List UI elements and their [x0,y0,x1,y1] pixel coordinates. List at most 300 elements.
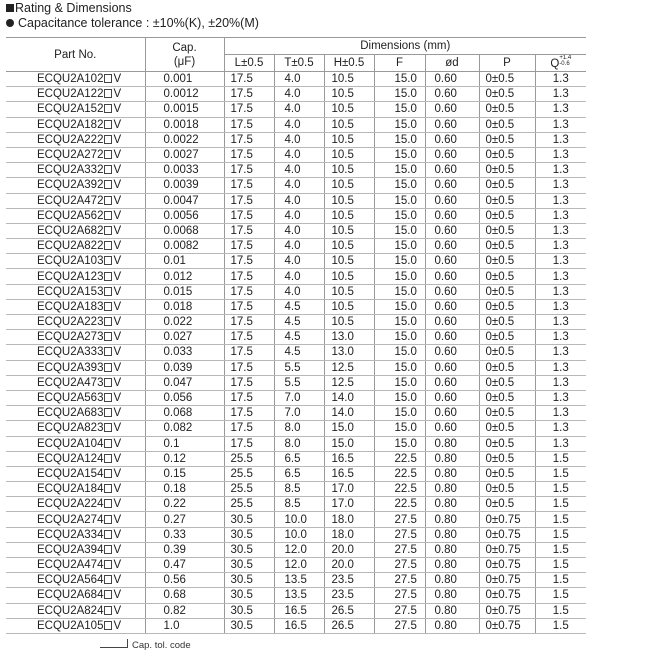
cell-H: 13.0 [324,345,374,360]
cell-P: 0±0.5 [479,284,535,299]
cell-H: 15.0 [324,436,374,451]
tolerance-code-box-icon [104,439,112,448]
cell-F: 15.0 [374,284,425,299]
cell-T: 8.5 [274,497,324,512]
cell-Q: 1.3 [535,178,586,193]
cell-H: 10.5 [324,117,374,132]
cell-T: 4.0 [274,193,324,208]
cell-d: 0.60 [425,208,479,223]
cell-L: 17.5 [224,315,274,330]
cell-H: 10.5 [324,239,374,254]
part-number: ECQU2A102 [37,73,104,86]
cell-P: 0±0.5 [479,451,535,466]
cell-cap: 0.0022 [145,132,224,147]
cell-cap: 1.0 [145,618,224,633]
cell-F: 15.0 [374,360,425,375]
header-L: L±0.5 [224,55,274,72]
cell-part-no [6,421,145,436]
cell-P: 0±0.5 [479,223,535,238]
cell-part-no [6,390,145,405]
cell-T: 13.5 [274,573,324,588]
part-number: ECQU2A824 [37,604,104,617]
cell-L: 17.5 [224,163,274,178]
cell-d: 0.80 [425,527,479,542]
part-number: ECQU2A222 [37,133,104,146]
cell-cap: 0.56 [145,573,224,588]
part-number: ECQU2A103 [37,255,104,268]
tolerance-code-box-icon [104,378,112,387]
cell-L: 30.5 [224,588,274,603]
part-suffix: V [113,209,122,222]
cell-P: 0±0.5 [479,254,535,269]
cell-F: 15.0 [374,299,425,314]
cell-d: 0.60 [425,375,479,390]
part-number: ECQU2A182 [37,118,104,131]
part-suffix: V [113,467,122,480]
cell-Q: 1.3 [535,284,586,299]
cell-T: 4.5 [274,299,324,314]
cell-part-no [6,436,145,451]
table-row [6,603,586,618]
part-number: ECQU2A274 [37,513,104,526]
table-row [6,406,586,421]
cell-L: 30.5 [224,542,274,557]
cell-Q: 1.3 [535,102,586,117]
cell-P: 0±0.5 [479,178,535,193]
part-suffix: V [113,619,122,632]
cell-P: 0±0.5 [479,102,535,117]
cell-Q: 1.5 [535,497,586,512]
part-suffix: V [113,589,122,602]
cell-T: 4.0 [274,208,324,223]
cell-cap: 0.047 [145,375,224,390]
tolerance-code-box-icon [104,180,112,189]
table-row [6,87,586,102]
cell-L: 17.5 [224,87,274,102]
cell-cap: 0.022 [145,315,224,330]
cell-F: 15.0 [374,163,425,178]
cell-P: 0±0.5 [479,345,535,360]
cell-F: 15.0 [374,390,425,405]
table-row [6,588,586,603]
part-number: ECQU2A104 [37,437,104,450]
cell-d: 0.80 [425,512,479,527]
part-number: ECQU2A473 [37,376,104,389]
cell-T: 8.5 [274,482,324,497]
part-number: ECQU2A393 [37,361,104,374]
part-number: ECQU2A563 [37,392,104,405]
cell-T: 6.5 [274,466,324,481]
part-number: ECQU2A153 [37,285,104,298]
cell-part-no [6,466,145,481]
cell-P: 0±0.75 [479,618,535,633]
cell-d: 0.60 [425,178,479,193]
cell-F: 15.0 [374,421,425,436]
cell-cap: 0.68 [145,588,224,603]
tolerance-code-box-icon [104,317,112,326]
header-dimensions: Dimensions (mm) [224,38,586,55]
cell-Q: 1.5 [535,573,586,588]
table-row [6,330,586,345]
cell-H: 20.0 [324,542,374,557]
table-row [6,72,586,87]
header-part-no: Part No. [6,38,145,72]
tolerance-code-box-icon [104,393,112,402]
cell-F: 15.0 [374,132,425,147]
cell-cap: 0.018 [145,299,224,314]
tolerance-code-box-icon [104,287,112,296]
cell-T: 16.5 [274,618,324,633]
cell-P: 0±0.5 [479,421,535,436]
cell-part-no [6,72,145,87]
table-body [6,72,586,634]
cell-H: 12.5 [324,360,374,375]
cell-part-no [6,360,145,375]
table-row [6,239,586,254]
cell-d: 0.60 [425,239,479,254]
cell-part-no [6,284,145,299]
tolerance-code-box-icon [104,408,112,417]
cell-Q: 1.3 [535,132,586,147]
cell-F: 15.0 [374,102,425,117]
cell-F: 15.0 [374,375,425,390]
part-suffix: V [113,88,122,101]
cell-part-no [6,223,145,238]
cell-Q: 1.3 [535,239,586,254]
cell-cap: 0.0068 [145,223,224,238]
cell-H: 10.5 [324,178,374,193]
cell-T: 12.0 [274,542,324,557]
part-suffix: V [113,149,122,162]
part-suffix: V [113,528,122,541]
table-row [6,223,586,238]
cell-part-no [6,482,145,497]
cell-H: 18.0 [324,527,374,542]
cell-F: 15.0 [374,208,425,223]
cell-Q: 1.5 [535,588,586,603]
cell-d: 0.60 [425,132,479,147]
cell-part-no [6,542,145,557]
part-suffix: V [113,316,122,329]
cell-Q: 1.5 [535,618,586,633]
table-row [6,102,586,117]
cell-cap: 0.0015 [145,102,224,117]
cell-P: 0±0.5 [479,239,535,254]
cell-L: 25.5 [224,466,274,481]
part-number: ECQU2A683 [37,407,104,420]
part-suffix: V [113,133,122,146]
cell-H: 10.5 [324,147,374,162]
cell-P: 0±0.5 [479,147,535,162]
cell-F: 27.5 [374,512,425,527]
cell-T: 4.0 [274,178,324,193]
cell-F: 15.0 [374,223,425,238]
cell-P: 0±0.5 [479,466,535,481]
cell-P: 0±0.5 [479,208,535,223]
header-F: F [374,55,425,72]
cell-L: 30.5 [224,527,274,542]
cell-Q: 1.3 [535,299,586,314]
tolerance-code-box-icon [104,165,112,174]
cell-part-no [6,345,145,360]
cell-H: 10.5 [324,223,374,238]
cell-L: 17.5 [224,147,274,162]
cell-P: 0±0.5 [479,360,535,375]
cell-d: 0.80 [425,618,479,633]
cap-tol-code-label: Cap. tol. code [132,640,191,651]
cell-H: 14.0 [324,406,374,421]
cell-L: 17.5 [224,102,274,117]
tolerance-code-box-icon [104,469,112,478]
cell-L: 17.5 [224,254,274,269]
cell-H: 10.5 [324,193,374,208]
table-row [6,512,586,527]
cell-H: 13.0 [324,330,374,345]
cell-d: 0.80 [425,573,479,588]
header-P: P [479,55,535,72]
cell-H: 14.0 [324,390,374,405]
cell-F: 15.0 [374,436,425,451]
cell-part-no [6,239,145,254]
cell-P: 0±0.5 [479,193,535,208]
cell-d: 0.80 [425,542,479,557]
part-number: ECQU2A123 [37,270,104,283]
table-row [6,375,586,390]
cell-F: 15.0 [374,345,425,360]
part-number: ECQU2A224 [37,498,104,511]
cell-part-no [6,163,145,178]
part-number: ECQU2A184 [37,483,104,496]
cell-F: 15.0 [374,239,425,254]
cell-F: 27.5 [374,603,425,618]
cell-T: 4.0 [274,284,324,299]
cell-d: 0.60 [425,269,479,284]
tolerance-code-box-icon [104,74,112,83]
part-number: ECQU2A822 [37,240,104,253]
part-number: ECQU2A334 [37,528,104,541]
cell-P: 0±0.5 [479,299,535,314]
part-number: ECQU2A272 [37,149,104,162]
cell-P: 0±0.5 [479,406,535,421]
cell-part-no [6,558,145,573]
tolerance-code-box-icon [104,241,112,250]
cell-part-no [6,269,145,284]
cell-L: 17.5 [224,360,274,375]
table-row [6,360,586,375]
cell-P: 0±0.75 [479,558,535,573]
cell-d: 0.60 [425,315,479,330]
table-row [6,178,586,193]
part-number: ECQU2A684 [37,589,104,602]
cell-Q: 1.5 [535,542,586,557]
cell-Q: 1.3 [535,223,586,238]
table-row [6,466,586,481]
cell-d: 0.60 [425,390,479,405]
cell-L: 17.5 [224,223,274,238]
tolerance-code-box-icon [104,363,112,372]
header-Q-tolerance [559,55,571,67]
cell-T: 4.5 [274,330,324,345]
cell-cap: 0.056 [145,390,224,405]
cell-part-no [6,315,145,330]
cell-T: 5.5 [274,375,324,390]
cell-T: 10.0 [274,527,324,542]
table-row [6,482,586,497]
cell-d: 0.80 [425,436,479,451]
cell-Q: 1.3 [535,345,586,360]
cell-T: 4.0 [274,163,324,178]
cell-d: 0.60 [425,421,479,436]
cell-H: 26.5 [324,603,374,618]
cell-d: 0.60 [425,87,479,102]
cell-T: 7.0 [274,390,324,405]
cell-P: 0±0.5 [479,436,535,451]
part-suffix: V [113,604,122,617]
part-suffix: V [113,300,122,313]
tolerance-code-box-icon [104,606,112,615]
cell-Q: 1.3 [535,375,586,390]
cell-H: 10.5 [324,254,374,269]
cell-P: 0±0.5 [479,497,535,512]
table-row [6,573,586,588]
cell-part-no [6,618,145,633]
cell-part-no [6,588,145,603]
table-row [6,117,586,132]
cell-P: 0±0.75 [479,527,535,542]
part-suffix: V [113,346,122,359]
cell-d: 0.80 [425,497,479,512]
cell-Q: 1.3 [535,315,586,330]
cell-F: 22.5 [374,451,425,466]
cell-d: 0.80 [425,482,479,497]
cell-H: 10.5 [324,208,374,223]
cell-d: 0.60 [425,284,479,299]
cell-F: 15.0 [374,147,425,162]
cell-T: 4.0 [274,223,324,238]
cell-Q: 1.3 [535,390,586,405]
cell-cap: 0.0018 [145,117,224,132]
cell-H: 12.5 [324,375,374,390]
cell-cap: 0.22 [145,497,224,512]
cell-P: 0±0.5 [479,87,535,102]
cell-part-no [6,527,145,542]
cell-Q: 1.3 [535,421,586,436]
cell-L: 17.5 [224,345,274,360]
cell-F: 15.0 [374,406,425,421]
section-heading-text: Rating & Dimensions [15,1,132,15]
cell-Q: 1.5 [535,466,586,481]
tolerance-code-box-icon [104,590,112,599]
cell-H: 26.5 [324,618,374,633]
cell-Q: 1.3 [535,208,586,223]
cell-F: 15.0 [374,269,425,284]
cell-T: 8.0 [274,421,324,436]
cell-T: 10.0 [274,512,324,527]
part-number: ECQU2A122 [37,88,104,101]
part-suffix: V [113,255,122,268]
tolerance-code-box-icon [104,575,112,584]
cell-cap: 0.39 [145,542,224,557]
part-number: ECQU2A474 [37,559,104,572]
tolerance-code-box-icon [104,454,112,463]
cell-H: 10.5 [324,102,374,117]
part-number: ECQU2A333 [37,346,104,359]
cell-d: 0.60 [425,299,479,314]
tolerance-code-box-icon [104,89,112,98]
cell-Q: 1.3 [535,269,586,284]
cell-part-no [6,451,145,466]
cell-H: 10.5 [324,284,374,299]
cell-T: 4.5 [274,345,324,360]
tolerance-code-box-icon [104,272,112,281]
cell-d: 0.60 [425,345,479,360]
cell-P: 0±0.5 [479,482,535,497]
tolerance-code-box-icon [104,211,112,220]
cell-P: 0±0.5 [479,315,535,330]
cell-F: 27.5 [374,618,425,633]
tolerance-note [6,16,259,30]
cell-F: 15.0 [374,330,425,345]
cell-part-no [6,573,145,588]
cell-Q: 1.3 [535,193,586,208]
part-suffix: V [113,392,122,405]
tolerance-code-box-icon [104,135,112,144]
cell-T: 4.0 [274,102,324,117]
cell-Q: 1.5 [535,482,586,497]
cell-L: 17.5 [224,193,274,208]
cell-d: 0.80 [425,558,479,573]
part-number: ECQU2A564 [37,574,104,587]
part-number: ECQU2A332 [37,164,104,177]
cell-P: 0±0.75 [479,542,535,557]
cell-H: 23.5 [324,588,374,603]
table-row [6,527,586,542]
cell-cap: 0.27 [145,512,224,527]
cell-H: 10.5 [324,299,374,314]
cell-H: 20.0 [324,558,374,573]
cell-Q: 1.3 [535,360,586,375]
cell-d: 0.80 [425,588,479,603]
table-row [6,497,586,512]
cell-cap: 0.033 [145,345,224,360]
cell-L: 30.5 [224,573,274,588]
cell-part-no [6,87,145,102]
part-suffix: V [113,194,122,207]
part-suffix: V [113,224,122,237]
part-suffix: V [113,574,122,587]
cell-T: 4.0 [274,147,324,162]
cell-L: 25.5 [224,451,274,466]
cell-L: 25.5 [224,497,274,512]
cell-L: 17.5 [224,421,274,436]
cell-cap: 0.47 [145,558,224,573]
table-row [6,299,586,314]
part-suffix: V [113,361,122,374]
cell-Q: 1.3 [535,163,586,178]
cell-cap: 0.0082 [145,239,224,254]
cell-d: 0.60 [425,163,479,178]
cell-L: 17.5 [224,330,274,345]
part-suffix: V [113,179,122,192]
cell-cap: 0.0012 [145,87,224,102]
rating-dimensions-table [6,37,586,634]
tolerance-code-box-icon [104,545,112,554]
table-row [6,390,586,405]
tolerance-code-box-icon [104,302,112,311]
cell-cap: 0.012 [145,269,224,284]
tolerance-code-box-icon [104,423,112,432]
cell-part-no [6,512,145,527]
